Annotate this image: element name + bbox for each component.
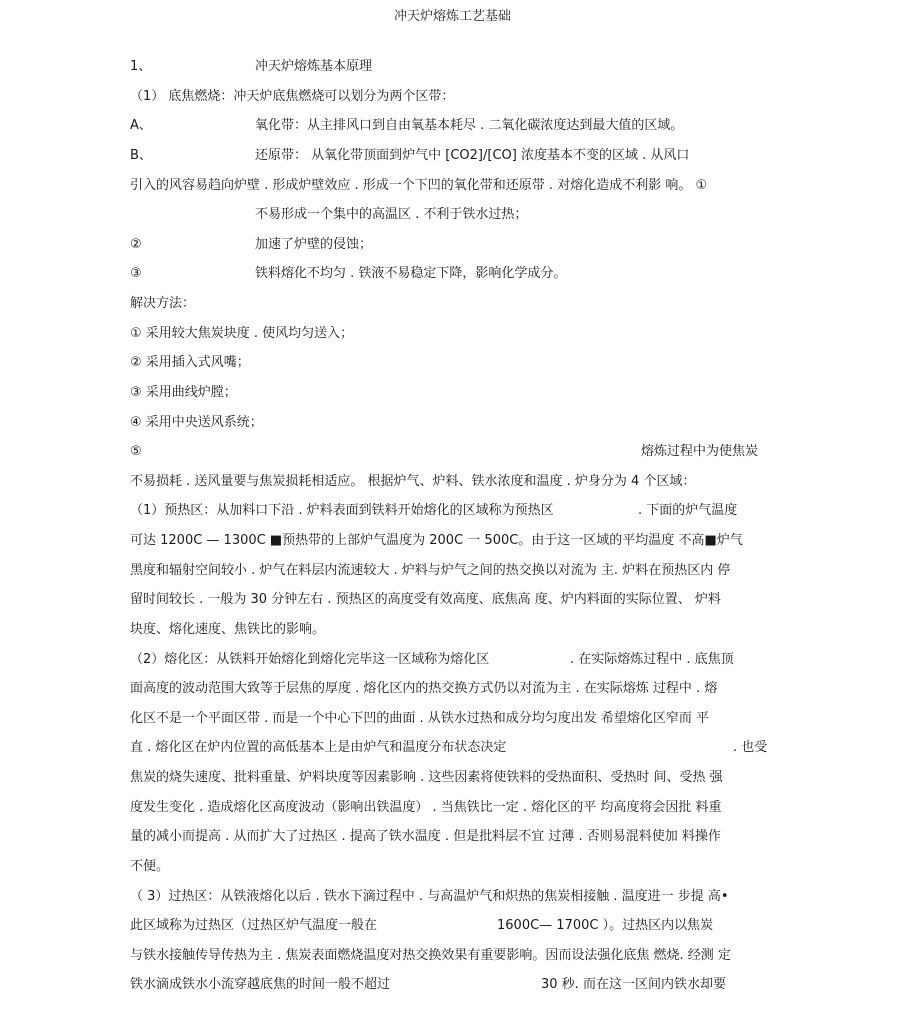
list-marker: A、 (130, 118, 152, 133)
text-line: 可达 1200C — 1300C ■预热带的上部炉气温度为 200C 一 500C。由于这一区域的平均温度 不高■炉气 (130, 533, 743, 548)
list-item: ④ 采用中央送风系统； (130, 415, 263, 430)
text-line: 化区不是一个平面区带 . 而是一个中心下凹的曲面 . 从铁水过热和成分均匀度出发 希望熔化区窄而 平 (130, 711, 710, 726)
text-line: 铁料熔化不均匀 . 铁液不易稳定下降，影响化学成分。 (255, 266, 567, 281)
text-line: 熔炼过程中为使焦炭 (641, 444, 759, 459)
text-line: 块度、熔化速度、焦铁比的影响。 (130, 622, 326, 637)
text-line: 不易形成一个集中的高温区 . 不利于铁水过热； (255, 207, 528, 222)
text-line: 焦炭的烧失速度、批料重量、炉料块度等因素影响 . 这些因素将使铁料的受热面积、受热时 间、受热 强 (130, 770, 723, 785)
text-line: . 在实际熔炼过程中 . 底焦顶 (570, 652, 734, 667)
text-line: （ 3）过热区：从铁液熔化以后 . 铁水下滴过程中 . 与高温炉气和炽热的焦炭相接触 . 温度进一 步提 高• (130, 889, 729, 904)
section-number: 1、 (130, 59, 152, 74)
text-line: 还原带： 从氧化带顶面到炉气中 [CO2]/[CO] 浓度基本不变的区域 . 从风口 (255, 148, 690, 163)
text-line: 1600C— 1700C ）。过热区内以焦炭 (497, 918, 714, 933)
text-line: . 也受 (733, 740, 768, 755)
list-item: ② 采用插入式风嘴； (130, 355, 250, 370)
list-marker: ② (130, 237, 142, 252)
text-line: 与铁水接触传导传热为主 . 焦炭表面燃烧温度对热交换效果有重要影响。因而设法强化底焦 燃烧. 经测 定 (130, 948, 731, 963)
list-item: ③ 采用曲线炉膛； (130, 385, 237, 400)
text-line: 加速了炉壁的侵蚀； (255, 237, 373, 252)
list-marker: B、 (130, 148, 152, 163)
text-line: 铁水滴成铁水小流穿越底焦的时间一般不超过 (130, 977, 391, 992)
text-line: （2）熔化区：从铁料开始熔化到熔化完毕这一区域称为熔化区 (130, 652, 490, 667)
section-heading: 冲天炉熔炼基本原理 (255, 59, 373, 74)
text-line: 解决方法： (130, 296, 196, 311)
text-line: 面高度的波动范围大致等于层焦的厚度 . 熔化区内的热交换方式仍以对流为主 . 在实际熔炼 过程中 . 熔 (130, 681, 718, 696)
text-line: （1）预热区：从加料口下沿 . 炉料表面到铁料开始熔化的区域称为预热区 (130, 503, 554, 518)
text-line: 黑度和辐射空间较小 . 炉气在料层内流速较大 . 炉料与炉气之间的热交换以对流为 主. 炉料在预热区内 停 (130, 563, 731, 578)
text-line: 度发生变化 . 造成熔化区高度波动（影响出铁温度） . 当焦铁比一定 . 熔化区的平 均高度将会因批 料重 (130, 800, 722, 815)
text-line: 量的减小而提高 . 从而扩大了过热区 . 提高了铁水温度 . 但是批料层不宜 过薄 . 否则易混料使加 料操作 (130, 829, 721, 844)
text-line: 此区域称为过热区（过热区炉气温度一般在 (130, 918, 378, 933)
text-line: 氧化带：从主排风口到自由氧基本耗尽 . 二氧化碳浓度达到最大值的区域。 (255, 118, 684, 133)
text-line: 30 秒. 而在这一区间内铁水却要 (541, 977, 726, 992)
text-line: . 下面的炉气温度 (638, 503, 738, 518)
text-line: 引入的风容易趋向炉壁 . 形成炉壁效应 . 形成一个下凹的氧化带和还原带 . 对熔化造成不利影 响。 ① (130, 178, 708, 193)
text-line: 直 . 熔化区在炉内位置的高低基本上是由炉气和温度分布状态决定 (130, 740, 507, 755)
list-item: ① 采用较大焦炭块度 . 使风均匀送入； (130, 326, 354, 341)
list-marker: ⑤ (130, 444, 142, 459)
text-line: （1） 底焦燃烧：冲天炉底焦燃烧可以划分为两个区带： (130, 89, 455, 104)
text-line: 留时间较长 . 一般为 30 分钟左右 . 预热区的高度受有效高度、底焦高 度、炉内料面的实际位置、 炉料 (130, 592, 721, 607)
text-line: 不便。 (130, 859, 170, 874)
list-marker: ③ (130, 266, 142, 281)
text-line: 不易损耗 . 送风量要与焦炭损耗相适应。 根据炉气、炉料、铁水浓度和温度 . 炉身分为 4 个区域： (130, 474, 696, 489)
page-title: 冲天炉熔炼工艺基础 (394, 9, 512, 24)
